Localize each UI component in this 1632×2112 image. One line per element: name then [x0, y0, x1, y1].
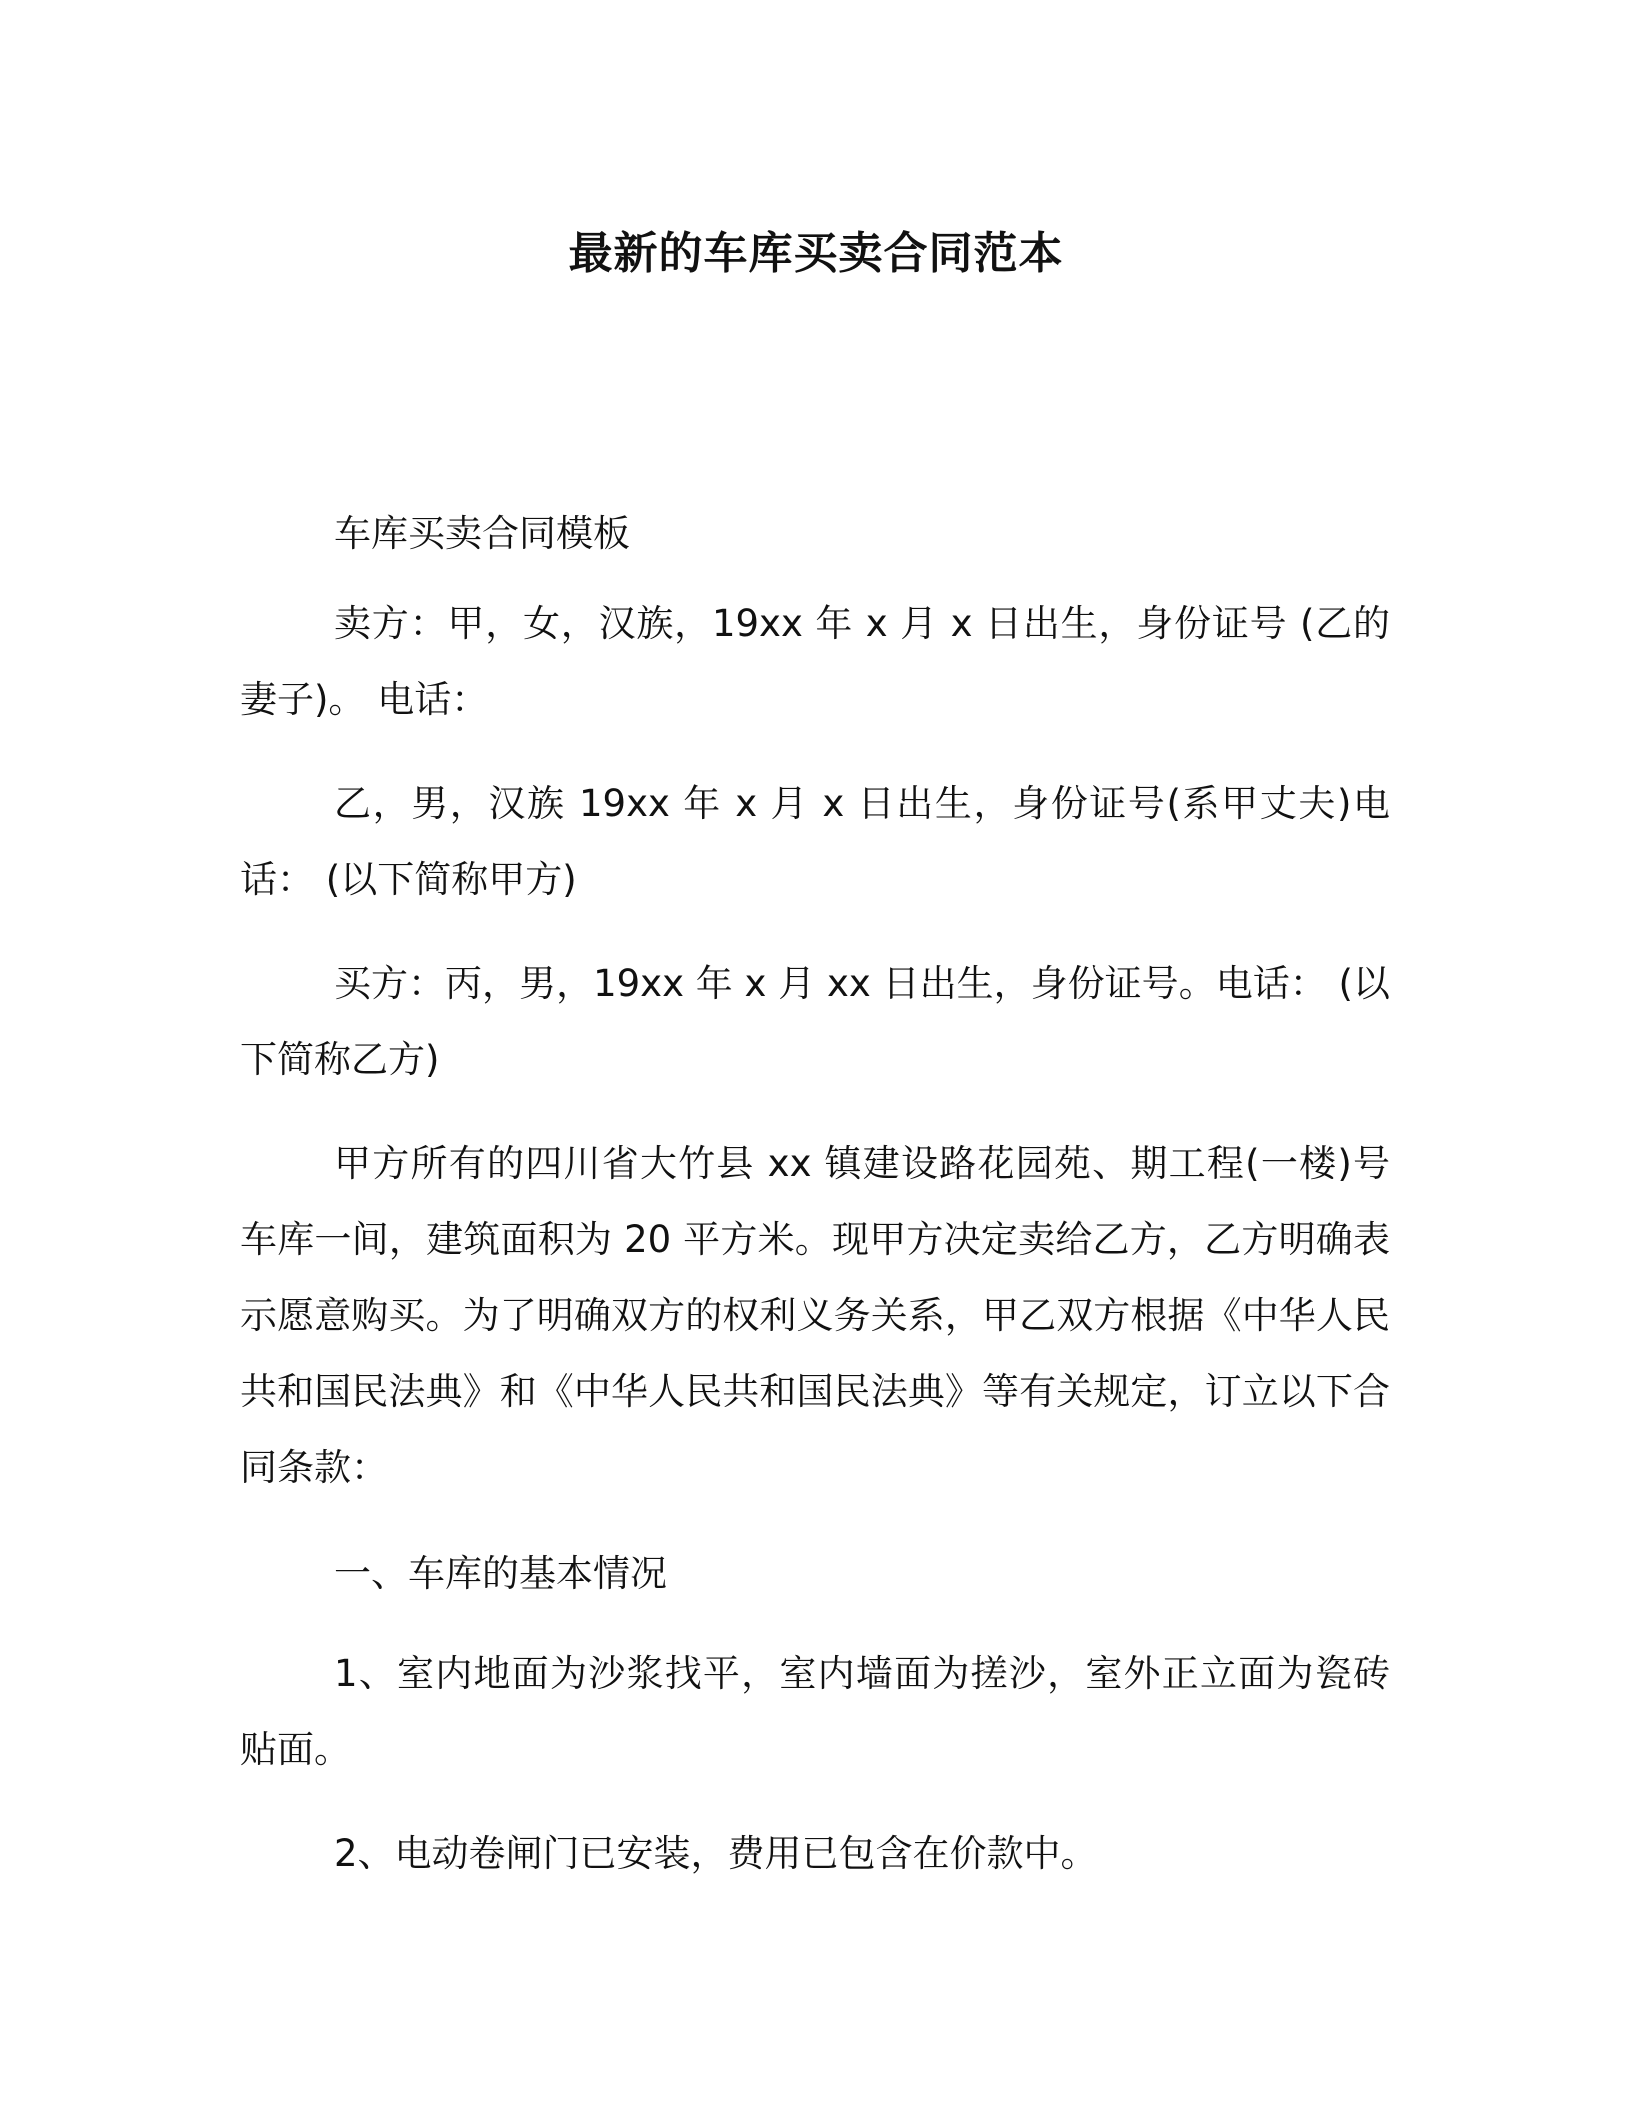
paragraph-property-description: 甲方所有的四川省大竹县 xx 镇建设路花园苑、期工程(一楼)号车库一间，建筑面积为 20 平方米。现甲方决定卖给乙方，乙方明确表示愿意购买。为了明确双方的权利义务关系，甲乙双方根据《中华人民共和国民法典》和《中华人民共和国民法典》等有关规定，订立以下合同条款： [240, 1142, 1390, 1489]
paragraph-seller-b: 乙，男，汉族 19xx 年 x 月 x 日出生，身份证号(系甲丈夫)电话： (以下简称甲方) [240, 782, 1390, 901]
paragraph-seller-a: 卖方：甲，女，汉族，19xx 年 x 月 x 日出生，身份证号 (乙的妻子)。 电话： [240, 602, 1390, 721]
section-heading-basic-info: 一、车库的基本情况 [334, 1552, 667, 1595]
paragraph-buyer: 买方：丙，男，19xx 年 x 月 xx 日出生，身份证号。电话： (以下简称乙方) [240, 962, 1390, 1081]
section-heading-template: 车库买卖合同模板 [334, 512, 630, 555]
clause-2: 2、电动卷闸门已安装，费用已包含在价款中。 [334, 1832, 1098, 1875]
document-title: 最新的车库买卖合同范本 [568, 228, 1064, 279]
clause-1: 1、室内地面为沙浆找平，室内墙面为搓沙，室外正立面为瓷砖贴面。 [240, 1652, 1390, 1771]
